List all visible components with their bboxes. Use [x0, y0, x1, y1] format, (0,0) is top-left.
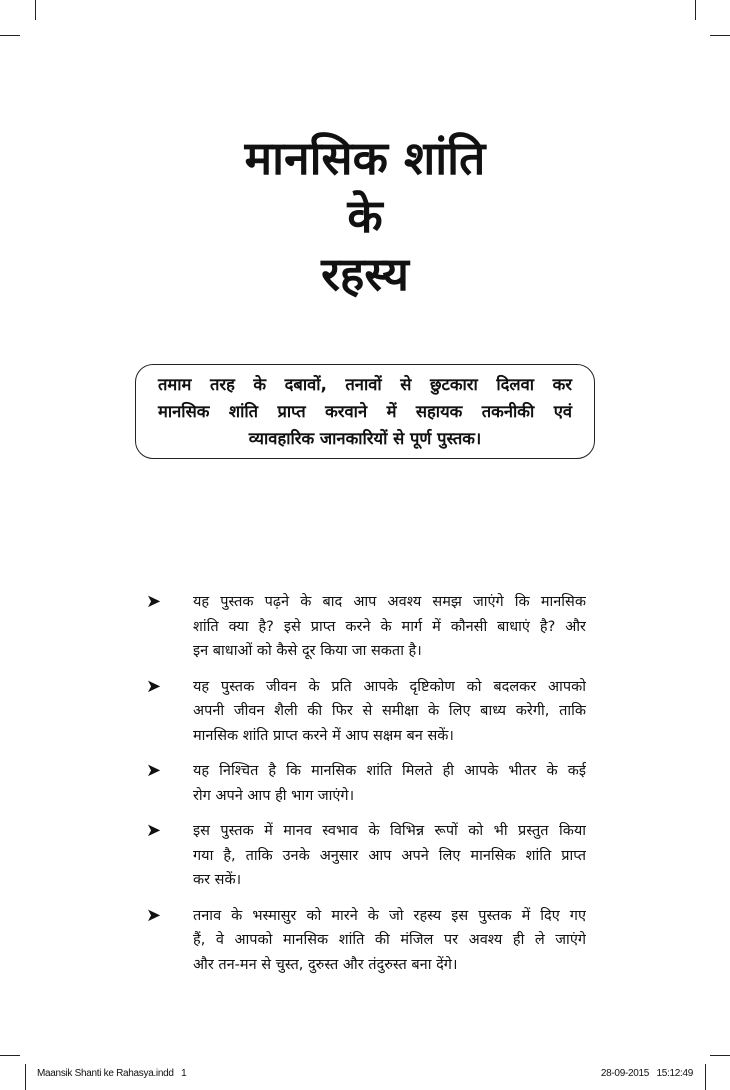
arrowhead-bullet-icon: ➤ — [146, 591, 162, 612]
page-title-line: मानसिक शांति — [244, 131, 486, 185]
list-item — [146, 675, 586, 749]
list-item-line: रोग अपने आप ही भाग जाएंगे। — [193, 787, 355, 804]
list-item-line: यह पुस्तक पढ़ने के बाद आप अवश्य समझ जाएंगे कि मानसिक — [193, 594, 586, 610]
list-item-line: कर सकें। — [193, 872, 242, 888]
list-item-line: और तन-मन से चुस्त, दुरुस्त और तंदुरुस्त बना देंगे। — [193, 956, 458, 973]
summary-line: तमाम तरह के दबावों, तनावों से छुटकारा दिलवा कर — [158, 375, 572, 394]
arrowhead-bullet-icon: ➤ — [146, 760, 162, 781]
bullet-list — [146, 590, 586, 988]
arrowhead-bullet-icon: ➤ — [146, 675, 162, 697]
arrowhead-bullet-icon: ➤ — [146, 904, 162, 926]
page-title-line: रहस्य — [321, 247, 409, 301]
crop-mark — [710, 1055, 730, 1056]
summary-line: व्यावहारिक जानकारियों से पूर्ण पुस्तक। — [248, 429, 482, 448]
list-item-line: इन बाधाओं को कैसे दूर किया जा सकता है। — [193, 643, 422, 659]
page-title-line: के — [347, 189, 383, 243]
crop-mark — [710, 35, 730, 36]
list-item-line: शांति क्या है? इसे प्राप्त करने के मार्ग में कौनसी बाधाएं है? और — [193, 618, 586, 635]
arrowhead-bullet-icon: ➤ — [146, 820, 162, 841]
list-item-line: यह पुस्तक जीवन के प्रति आपके दृष्टिकोण को बदलकर आपको — [193, 678, 586, 695]
crop-mark — [0, 35, 20, 36]
crop-mark — [35, 0, 36, 20]
crop-mark — [705, 1064, 706, 1090]
list-item-line: यह निश्चित है कि मानसिक शांति मिलते ही आपके भीतर के कई — [193, 763, 586, 779]
crop-mark — [695, 0, 696, 20]
list-item-line: हैं, वे आपको मानसिक शांति की मंजिल पर अवश्य ही ले जाएंगे — [193, 932, 586, 948]
list-item — [146, 904, 586, 978]
crop-mark — [0, 1055, 20, 1056]
list-item — [146, 759, 586, 808]
list-item — [146, 819, 586, 893]
list-item-line: अपनी जीवन शैली की फिर से समीक्षा के लिए बाध्य करेगी, ताकि — [193, 703, 586, 719]
crop-mark — [25, 1064, 26, 1090]
list-item-line: गया है, ताकि उनके अनुसार आप अपने लिए मानसिक शांति प्राप्त — [193, 847, 586, 864]
list-item-line: तनाव के भस्मासुर को मारने के जो रहस्य इस पुस्तक में दिए गए — [193, 907, 586, 924]
list-item — [146, 590, 586, 664]
list-item-line: इस पुस्तक में मानव स्वभाव के विभिन्न रूपों को भी प्रस्तुत किया — [193, 823, 586, 839]
footer-file-info: Maansik Shanti ke Rahasya.indd 1 — [37, 1068, 187, 1079]
footer-datetime: 28-09-2015 15:12:49 — [600, 1068, 693, 1079]
list-item-line: मानसिक शांति प्राप्त करने में आप सक्षम बन सकें। — [193, 727, 454, 744]
summary-box — [135, 364, 595, 459]
summary-line: मानसिक शांति प्राप्त करवाने में सहायक तकनीकी एवं — [158, 402, 572, 421]
